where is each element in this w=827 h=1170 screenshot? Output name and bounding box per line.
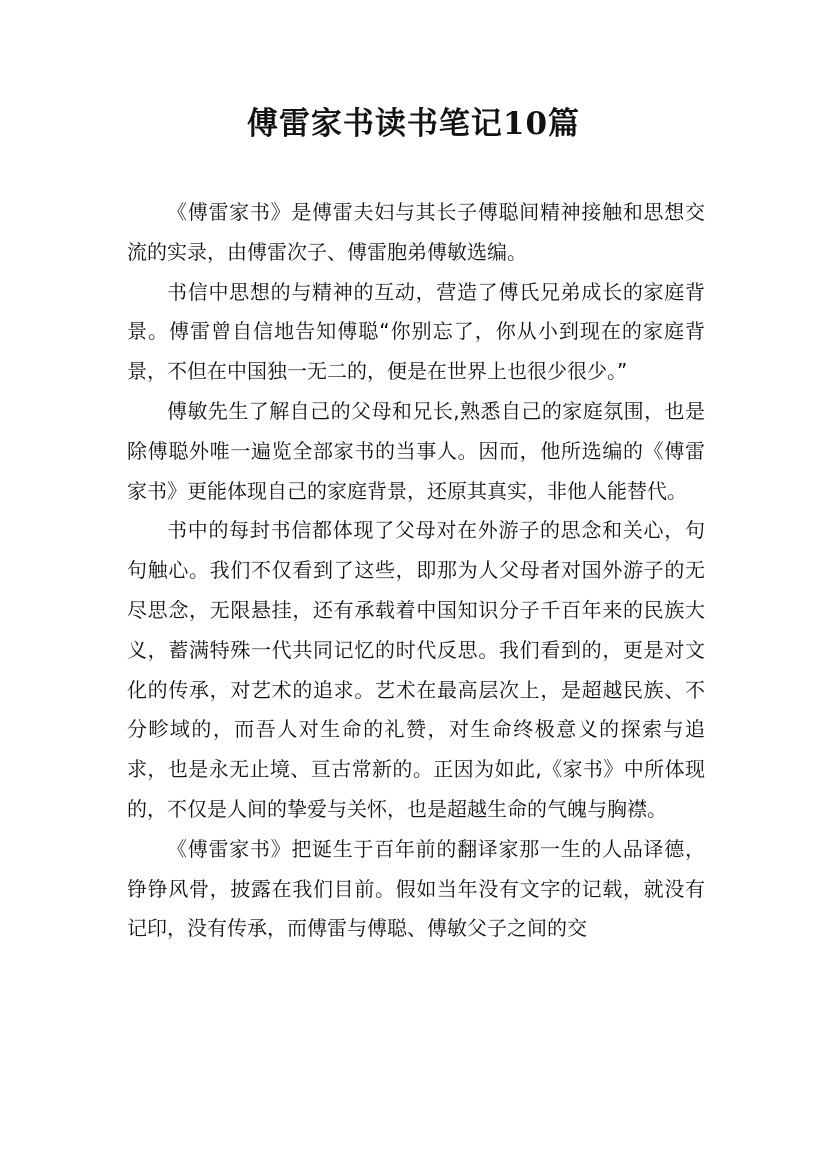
paragraph: 书信中思想的与精神的互动，营造了傅氏兄弟成长的家庭背景。傅雷曾自信地告知傅聪“你别忘了，你从小到现在的家庭背景，不但在中国独一无二的，便是在世界上也很少很少。” [127, 279, 705, 384]
paragraph: 《傅雷家书》把诞生于百年前的翻译家那一生的人品译德，铮铮风骨，披露在我们目前。假如当年没有文字的记载，就没有记印，没有传承，而傅雷与傅聪、傅敏父子之间的交 [127, 836, 705, 941]
paragraph: 傅敏先生了解自己的父母和兄长,熟悉自己的家庭氛围，也是除傅聪外唯一遍览全部家书的当事人。因而，他所选编的《傅雷家书》更能体现自己的家庭背景，还原其真实，非他人能替代。 [127, 398, 705, 503]
paragraph: 《傅雷家书》是傅雷夫妇与其长子傅聪间精神接触和思想交流的实录，由傅雷次子、傅雷胞弟傅敏选编。 [127, 200, 705, 264]
document-body [127, 193, 705, 949]
page-title: 傅雷家书读书笔记10篇 [246, 106, 581, 142]
paragraph: 书中的每封书信都体现了父母对在外游子的思念和关心，句句触心。我们不仅看到了这些，即那为人父母者对国外游子的无尽思念，无限悬挂，还有承载着中国知识分子千百年来的民族大义，蓄满特殊一代共同记忆的时代反思。我们看到的，更是对文化的传承，对艺术的追求。艺术在最高层次上，是超越民族、不分畛域的，而吾人对生命的礼赞，对生命终极意义的探索与追求，也是永无止境、亘古常新的。正因为如此,《家书》中所体现的，不仅是人间的挚爱与关怀，也是超越生命的气魄与胸襟。 [127, 518, 705, 821]
